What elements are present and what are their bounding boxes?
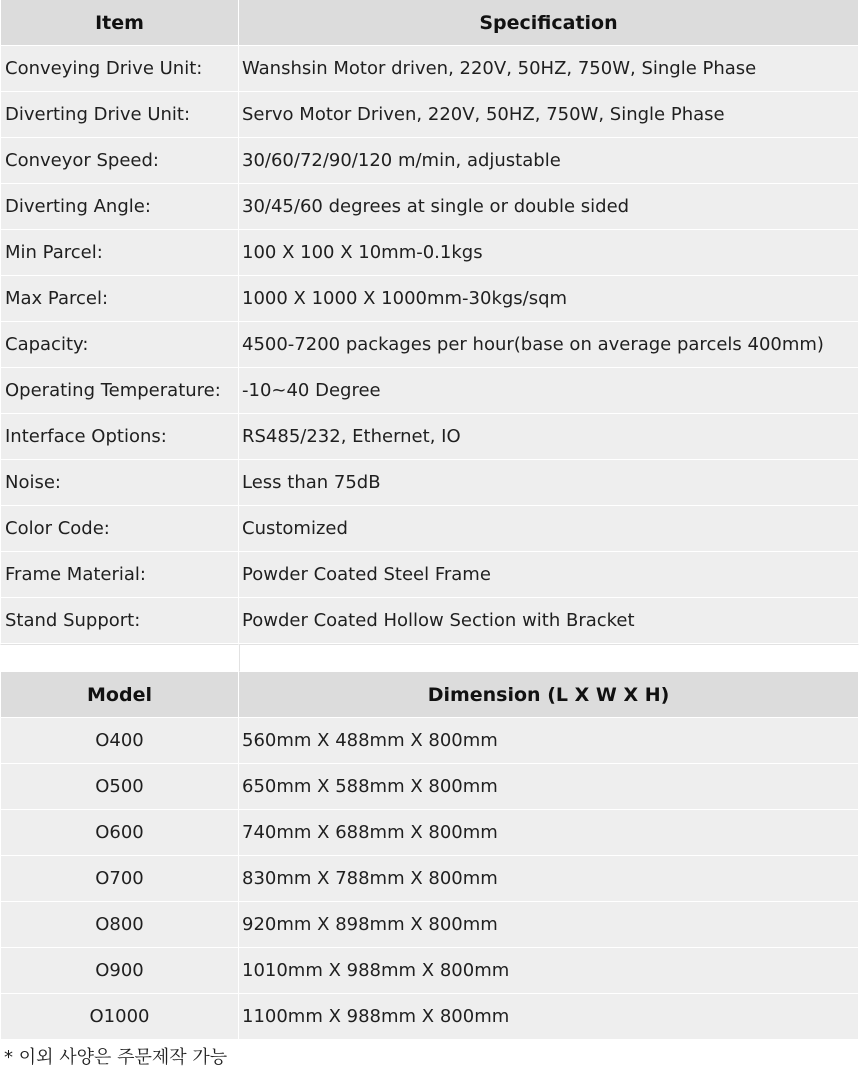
item-column-header: Item	[0, 0, 239, 46]
item-label: Frame Material:	[0, 552, 239, 598]
table-row	[0, 368, 859, 414]
spec-value: Servo Motor Driven, 220V, 50HZ, 750W, Single Phase	[239, 92, 859, 138]
item-label: Max Parcel:	[0, 276, 239, 322]
specification-column-header: Specification	[239, 0, 859, 46]
spec-value: Less than 75dB	[239, 460, 859, 506]
model-name: O1000	[0, 994, 239, 1040]
spec-value: Powder Coated Hollow Section with Bracket	[239, 598, 859, 644]
spec-value: -10~40 Degree	[239, 368, 859, 414]
dimension-value: 1010mm X 988mm X 800mm	[239, 948, 859, 994]
dimension-value: 740mm X 688mm X 800mm	[239, 810, 859, 856]
item-label: Min Parcel:	[0, 230, 239, 276]
item-label: Conveyor Speed:	[0, 138, 239, 184]
item-label: Diverting Angle:	[0, 184, 239, 230]
spec-value: Customized	[239, 506, 859, 552]
table-row	[0, 902, 859, 948]
spec-value: 4500-7200 packages per hour(base on average parcels 400mm)	[239, 322, 859, 368]
table-row	[0, 138, 859, 184]
table-row	[0, 46, 859, 92]
spacer-cell	[239, 644, 859, 672]
spec-value: RS485/232, Ethernet, IO	[239, 414, 859, 460]
item-label: Capacity:	[0, 322, 239, 368]
spec-value: Powder Coated Steel Frame	[239, 552, 859, 598]
spec-value: Wanshsin Motor driven, 220V, 50HZ, 750W, Single Phase	[239, 46, 859, 92]
footnote: * 이외 사양은 주문제작 가능	[4, 1047, 228, 1068]
table-row	[0, 764, 859, 810]
item-label: Stand Support:	[0, 598, 239, 644]
table-row	[0, 230, 859, 276]
table-row	[0, 506, 859, 552]
dimension-value: 830mm X 788mm X 800mm	[239, 856, 859, 902]
item-label: Color Code:	[0, 506, 239, 552]
spec-value: 1000 X 1000 X 1000mm-30kgs/sqm	[239, 276, 859, 322]
dimension-value: 920mm X 898mm X 800mm	[239, 902, 859, 948]
table-row	[0, 322, 859, 368]
model-name: O600	[0, 810, 239, 856]
model-name: O700	[0, 856, 239, 902]
model-name: O800	[0, 902, 239, 948]
spec-value: 30/60/72/90/120 m/min, adjustable	[239, 138, 859, 184]
table-row	[0, 598, 859, 644]
dimension-value: 560mm X 488mm X 800mm	[239, 718, 859, 764]
model-name: O500	[0, 764, 239, 810]
table-row	[0, 948, 859, 994]
spec-value: 30/45/60 degrees at single or double sided	[239, 184, 859, 230]
item-label: Interface Options:	[0, 414, 239, 460]
dimension-header-row	[0, 672, 859, 718]
spacer-cell	[0, 644, 239, 672]
item-label: Diverting Drive Unit:	[0, 92, 239, 138]
spec-value: 100 X 100 X 10mm-0.1kgs	[239, 230, 859, 276]
item-label: Operating Temperature:	[0, 368, 239, 414]
model-name: O900	[0, 948, 239, 994]
model-name: O400	[0, 718, 239, 764]
table-row	[0, 856, 859, 902]
dimension-value: 650mm X 588mm X 800mm	[239, 764, 859, 810]
table-row	[0, 460, 859, 506]
table-row	[0, 92, 859, 138]
item-label: Noise:	[0, 460, 239, 506]
table-row	[0, 276, 859, 322]
spacer-row	[0, 644, 859, 672]
dimension-value: 1100mm X 988mm X 800mm	[239, 994, 859, 1040]
item-label: Conveying Drive Unit:	[0, 46, 239, 92]
table-row	[0, 810, 859, 856]
model-column-header: Model	[0, 672, 239, 718]
table-row	[0, 414, 859, 460]
spec-header-row	[0, 0, 859, 46]
table-row	[0, 184, 859, 230]
table-row	[0, 552, 859, 598]
table-row	[0, 994, 859, 1040]
table-row	[0, 718, 859, 764]
dimension-column-header: Dimension (L X W X H)	[239, 672, 859, 718]
